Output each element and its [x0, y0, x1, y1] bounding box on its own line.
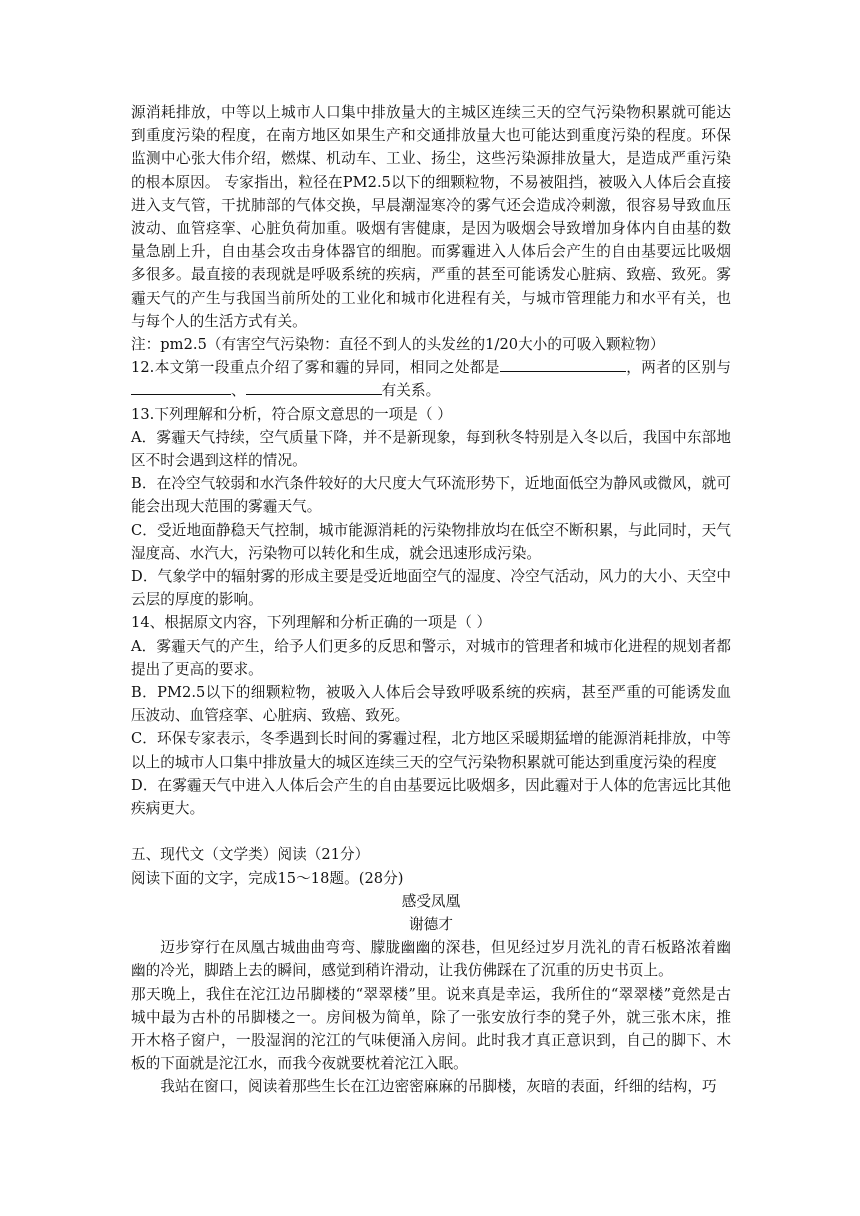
q12-text-3: 、: [231, 382, 246, 400]
question-14-stem: 14、根据原文内容，下列理解和分析正确的一项是（ ）: [131, 614, 492, 632]
article-paragraph-3: 我站在窗口，阅读着那些生长在江边密密麻麻的吊脚楼，灰暗的表面，纤细的结构，巧: [160, 1078, 717, 1096]
article-author: 谢德才: [409, 915, 453, 933]
question-13-option-b: B．在冷空气较弱和水汽条件较好的大尺度大气环流形势下，近地面低空为静风或微风，就可能会出现大范围的雾霾天气。: [131, 475, 731, 516]
question-13-option-d: D．气象学中的辐射雾的形成主要是受近地面空气的湿度、冷空气活动，风力的大小、天空中云层的厚度的影响。: [131, 568, 731, 609]
article-paragraph-1: 迈步穿行在凤凰古城曲曲弯弯、朦胧幽幽的深巷，但见经过岁月洗礼的青石板路浓着幽幽的冷光，脚踏上去的瞬间，感觉到稍许滑动，让我仿佛踩在了沉重的历史书页上。: [131, 939, 731, 980]
q12-text-1: 12.本文第一段重点介绍了雾和霾的异同，相同之处都是: [131, 359, 500, 377]
section-5-heading: 五、现代文（文学类）阅读（21分）: [131, 846, 370, 864]
section-5-instruction: 阅读下面的文字，完成15～18题。(28分): [131, 869, 404, 887]
q12-text-2: ，两者的区别与: [625, 359, 731, 377]
question-13-option-a: A．雾霾天气持续，空气质量下降，并不是新现象，每到秋冬特别是入冬以后，我国中东部地区不时会遇到这样的情况。: [131, 428, 731, 470]
article-paragraph-2: 那天晚上，我住在沱江边吊脚楼的“翠翠楼”里。说来真是幸运，我所住的“翠翠楼”竟然是古城中最为古朴的吊脚楼之一。房间极为简单，除了一张安放行李的凳子外，就三张木床，推开木格子窗户，一股湿润的沱江的气味便涌入房间。此时我才真正意识到，自己的脚下、木板的下面就是沱江水，而我今夜就要枕着沱江入眠。: [131, 985, 731, 1073]
passage-paragraph: 源消耗排放，中等以上城市人口集中排放量大的主城区连续三天的空气污染物积累就可能达到重度污染的程度，在南方地区如果生产和交通排放量大也可能达到重度污染的程度。环保监测中心张大伟介绍，燃煤、机动车、工业、扬尘，这些污染源排放量大，是造成严重污染的根本原因。 专家指出，粒径在PM2.5以下的细颗粒物，不易被阻挡，被吸入人体后会直接进入支气管，干扰肺部的气体交换，早晨潮湿寒冷的雾气还会造成冷刺激，很容易导致血压波动、血管痉挛、心脏负荷加重。吸烟有害健康，是因为吸烟会导致增加身体内自由基的数量急剧上升，自由基会攻击身体器官的细胞。而雾霾进入人体后会产生的自由基要远比吸烟多很多。最直接的表现就是呼吸系统的疾病，严重的甚至可能诱发心脏病、致癌、致死。雾霾天气的产生与我国当前所处的工业化和城市化进程有关，与城市管理能力和水平有关，也与每个人的生活方式有关。: [131, 104, 731, 330]
question-13-stem: 13.下列理解和分析，符合原文意思的一项是（ ）: [131, 405, 452, 423]
answer-blank-3[interactable]: [246, 379, 382, 395]
question-14-option-b: B．PM2.5以下的细颗粒物，被吸入人体后会导致呼吸系统的疾病，甚至严重的可能诱发血压波动、血管痉挛、心脏病、致癌、致死。: [131, 684, 731, 725]
question-12: [131, 356, 731, 402]
footnote-pm25: 注：pm2.5（有害空气污染物：直径不到人的头发丝的1/20大小的可吸入颗粒物）: [131, 336, 665, 354]
article-title: 感受凤凰: [401, 892, 461, 910]
question-14-option-d: D．在雾霾天气中进入人体后会产生的自由基要远比吸烟多，因此霾对于人体的危害远比其他疾病更大。: [131, 776, 731, 818]
question-14-option-a: A．雾霾天气的产生，给予人们更多的反思和警示，对城市的管理者和城市化进程的规划者都提出了更高的要求。: [131, 637, 731, 678]
answer-blank-1[interactable]: [500, 356, 626, 372]
document-body: [131, 101, 731, 1099]
question-13-option-c: C．受近地面静稳天气控制，城市能源消耗的污染物排放均在低空不断积累，与此同时，天气湿度高、水汽大，污染物可以转化和生成，就会迅速形成污染。: [131, 521, 731, 562]
q12-text-4: 有关系。: [381, 382, 441, 400]
question-14-option-c: C．环保专家表示，冬季遇到长时间的雾霾过程，北方地区采暖期猛增的能源消耗排放，中等以上的城市人口集中排放量大的城区连续三天的空气污染物积累就可能达到重度污染的程度: [131, 730, 731, 771]
answer-blank-2[interactable]: [131, 379, 231, 395]
section-spacer: [131, 820, 731, 843]
